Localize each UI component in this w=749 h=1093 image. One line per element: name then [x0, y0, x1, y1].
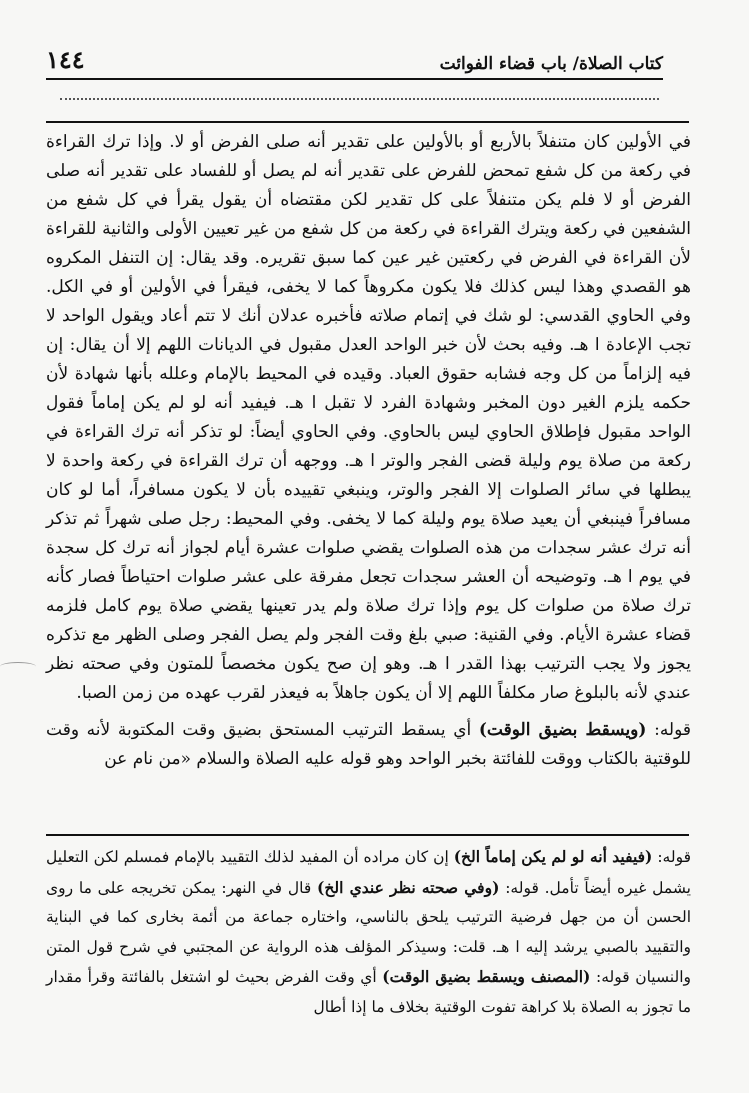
running-head: كتاب الصلاة/ باب قضاء الفوائت: [439, 54, 663, 74]
dotted-divider: [60, 98, 659, 100]
quoted-matn: (ويسقط بضيق الوقت): [478, 720, 647, 740]
footnote-text-2: قال في النهر: يمكن تخريجه على ما روى الحسن أن من جهل فرضية الترتيب يلحق بالناسي، واختاره جماعة من أئمة بخارى كما في البناية والتقييد بالصبي يرشد إليه ا هـ. قلت: وسيذكر المؤلف هذه الرواية عن المجتبي في شرح قول المتن والنسيان قوله:: [46, 878, 691, 986]
page-header: [46, 44, 663, 74]
paragraph-body: أي يسقط الترتيب المستحق بضيق وقت المكتوبة لأنه وقت للوقتية بالكتاب ووقت للفائتة بخبر الواحد وهو قوله عليه الصلاة والسلام «من نام عن: [46, 720, 691, 769]
text-top-rule: [46, 121, 689, 123]
footnotes: [46, 842, 691, 1022]
footnote-paragraph: [46, 842, 691, 1022]
main-paragraph-2: [46, 716, 691, 774]
footnote-lead: قوله:: [657, 848, 691, 866]
page-number: ١٤٤: [46, 45, 85, 74]
header-rule: [46, 78, 663, 80]
footnote-quote-1: (فيفيد أنه لو لم يكن إماماً الخ): [453, 847, 653, 866]
paragraph-lead: قوله:: [654, 720, 692, 740]
footnote-rule: [46, 834, 689, 836]
footnote-text-3: أي وقت الفرض بحيث لو اشتغل بالفائتة وقرأ مقدار ما تجوز به الصلاة بلا كراهة تفوت الوقتية بخلاف ما إذا أطال: [46, 968, 691, 1016]
footnote-text-1: إن كان مراده أن المفيد لذلك التقييد بالإمام فمسلم لكن التعليل يشمل غيره أيضاً تأمل. قوله:: [46, 848, 691, 897]
margin-mark: [0, 662, 36, 671]
footnote-quote-2: (وفي صحته نظر عندي الخ): [317, 877, 500, 897]
footnote-quote-3: (المصنف ويسقط بضيق الوقت): [382, 967, 591, 986]
main-paragraph-1: في الأولين كان متنفلاً بالأربع أو بالأولين على تقدير أنه صلى الفرض أو لا. وإذا ترك القراءة في ركعة من كل شفع تمحض للفرض على تقدير أنه لم يصل أو للفساد على تقدير أنه صلى الفرض أو لا فلم يكن متنفلاً على كل تقدير لكن مقتضاه أن يقول يقرأ في كل شفع من الشفعين في ركعة ويترك القراءة في ركعة من كل شفع من غير تعيين الأولى والثانية للقراءة لأن القراءة في الفرض في ركعتين غير عين كما سبق تقريره. وقد يقال: إن التنفل المكروه هو القصدي وهذا ليس كذلك فلا يكون مكروهاً كما لا يخفى، فيقرأ في الأولين أو في الكل. وفي الحاوي القدسي: لو شك في إتمام صلاته فأخبره عدلان أنك لا تتم أعاد ويقول الواحد لا تجب الإعادة ا هـ. وفيه بحث لأن خبر الواحد العدل مقبول في الديانات اللهم إلا أن يقال: إن فيه إلزاماً من كل وجه فشابه حقوق العباد. وقيده في المحيط بالإمام وعلله بأنها شهادة لأن حكمه يلزم الغير دون المخبر وشهادة الفرد لا تقبل ا هـ. فيفيد أنه لو لم يكن إماماً فقول الواحد مقبول فإطلاق الحاوي ليس بالحاوي. وفي الحاوي أيضاً: لو تذكر أنه ترك القراءة في ركعة من صلاة يوم وليلة قضى الفجر والوتر ا هـ. ووجهه أن ترك القراءة في ركعة واحدة لا يبطلها في سائر الصلوات إلا الفجر والوتر، وينبغي تقييده بأن لا يكون مسافراً، أما لو كان مسافراً فينبغي أن يعيد صلاة يوم وليلة كما لا يخفى. وفي المحيط: رجل صلى شهراً ثم تذكر أنه ترك عشر سجدات من هذه الصلوات يقضي صلوات عشرة أيام لجواز أنه ترك كل سجدة في يوم ا هـ. وتوضيحه أن العشر سجدات تجعل مفرقة على عشر صلوات احتياطاً فصار كأنه ترك صلاة من صلوات كل يوم وإذا ترك صلاة ولم يدر تعينها يقضي صلاة يوم كامل فلزمه قضاء عشرة الأيام. وفي القنية: صبي بلغ وقت الفجر ولم يصل الفجر وصلى الظهر مع تذكره يجوز ولا يجب الترتيب بهذا القدر ا هـ. وهو إن صح يكون مخصصاً للمتون وفي صحته نظر عندي لأنه بالبلوغ صار مكلفاً اللهم إلا أن يكون جاهلاً به فيعذر لقرب عهده من زمن الصبا.: [46, 132, 691, 703]
main-text: [46, 128, 691, 774]
